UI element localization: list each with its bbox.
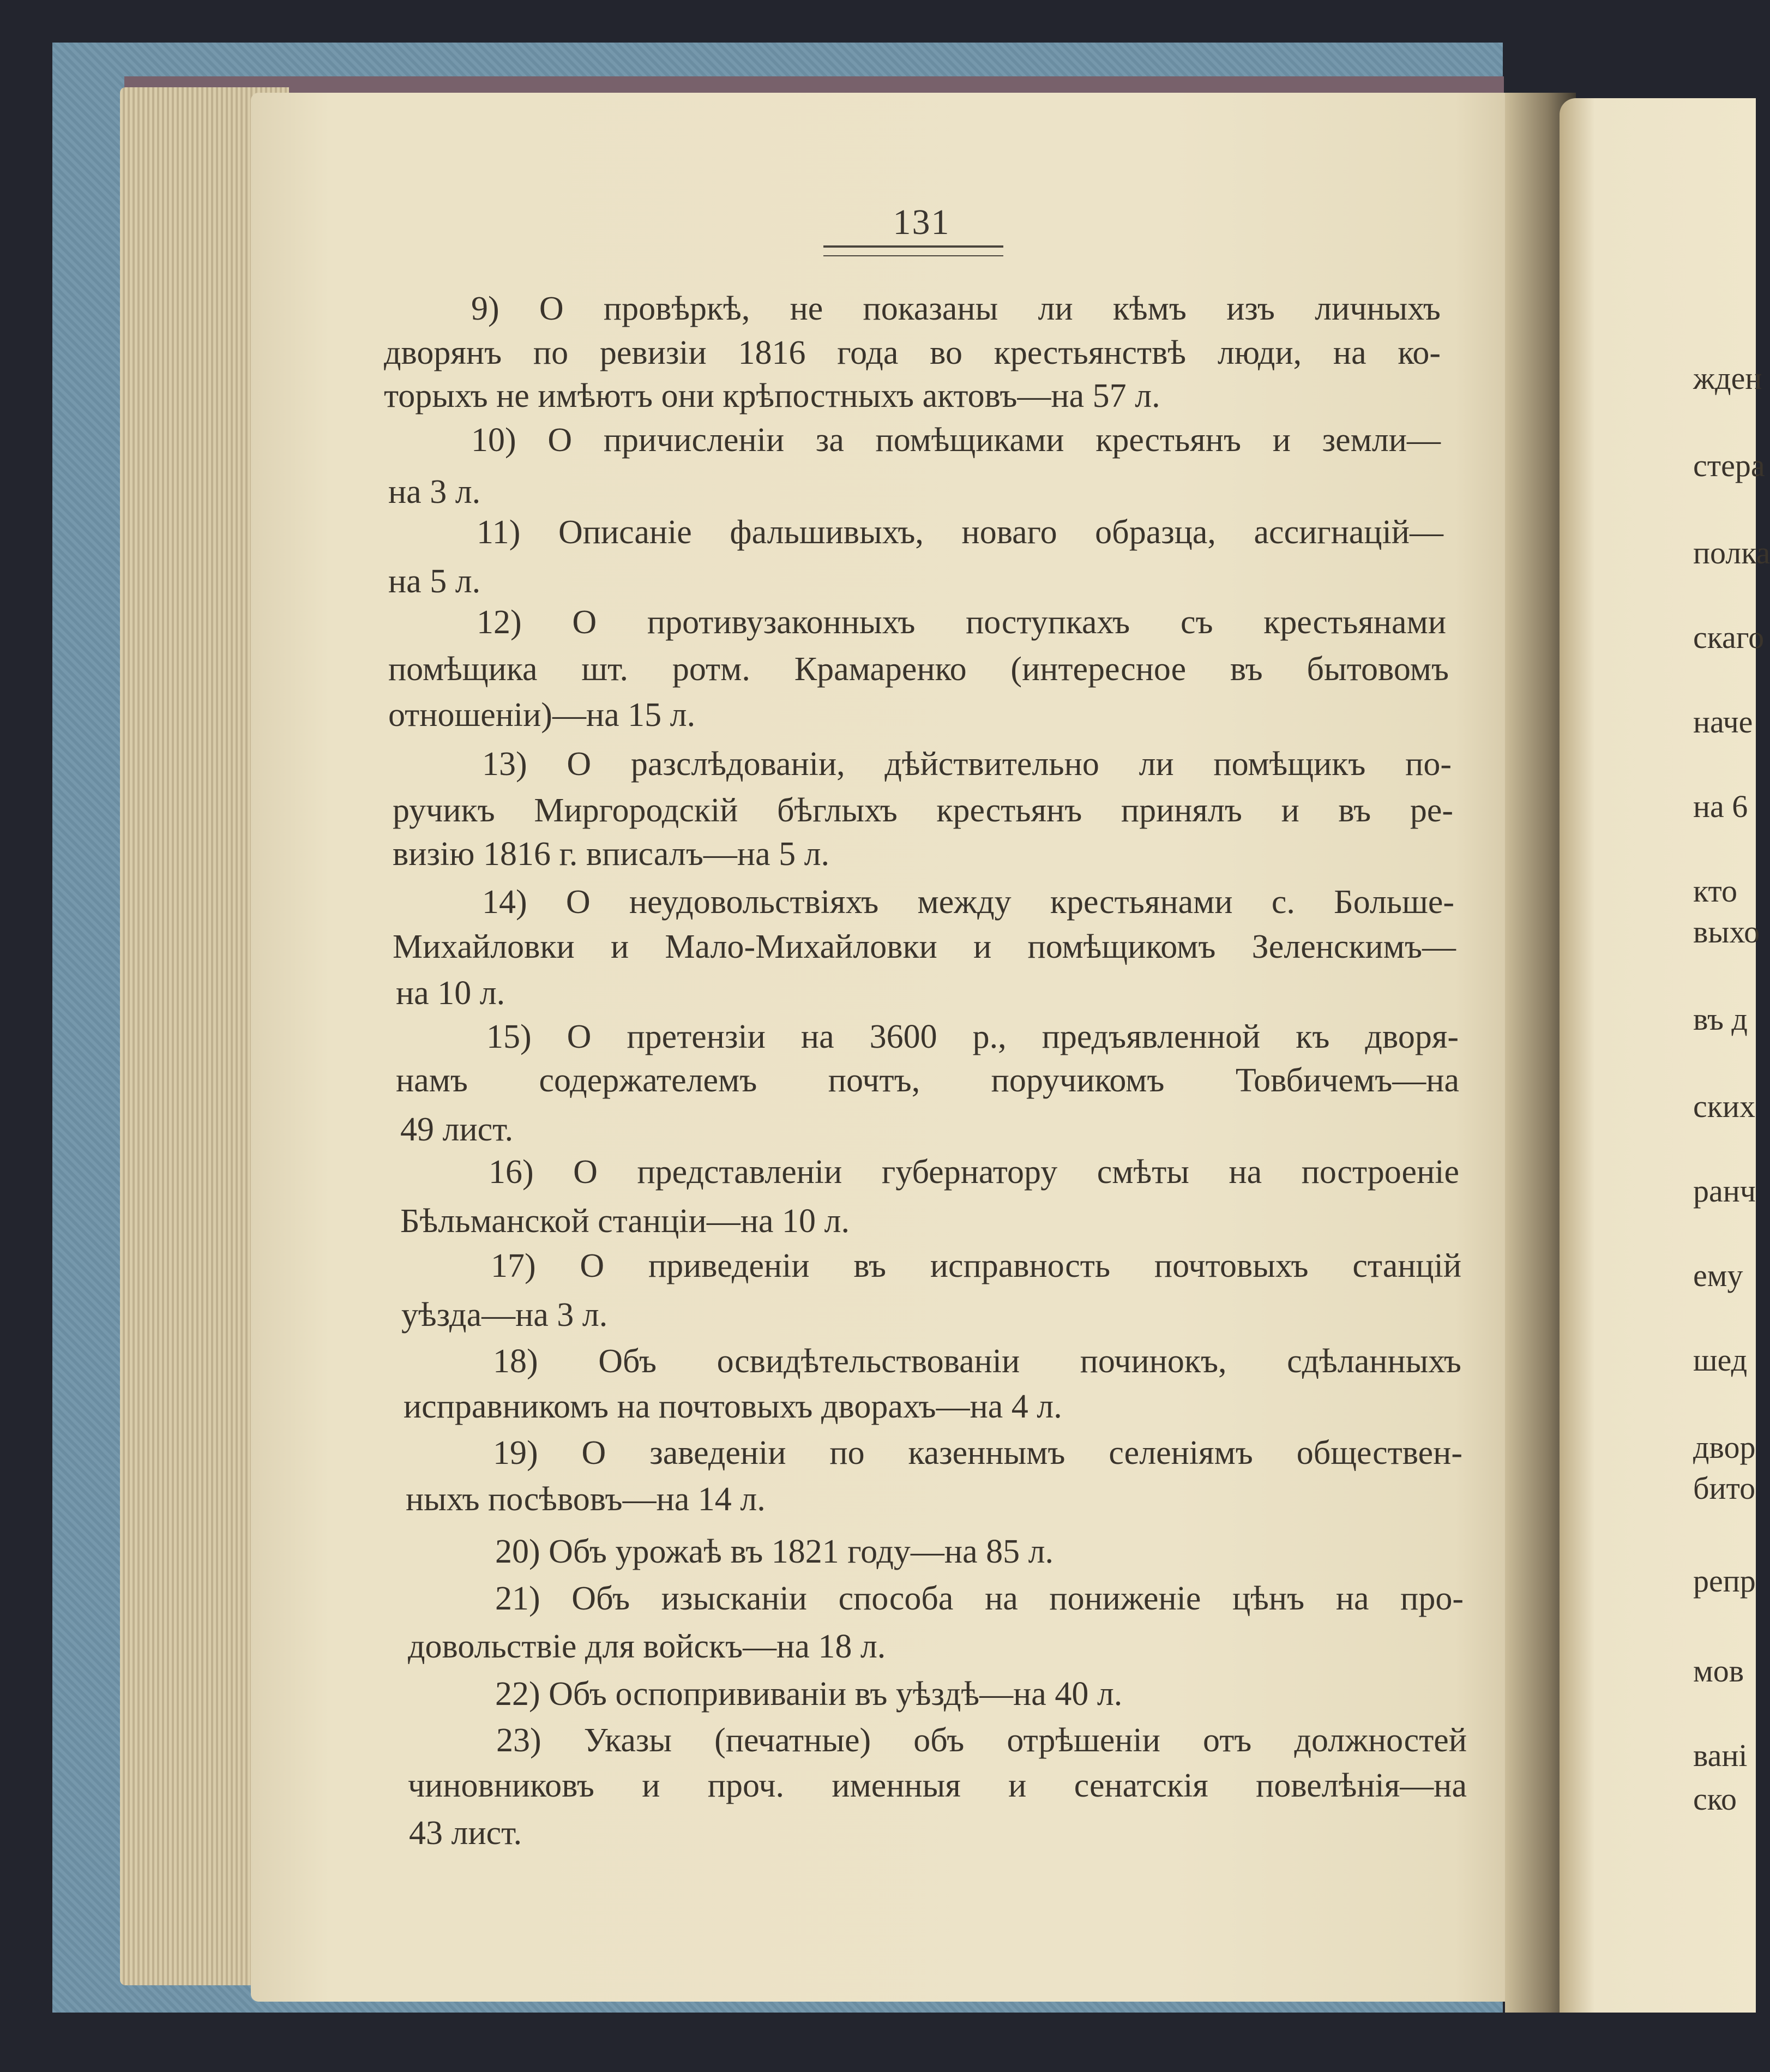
facing-text-fragment: ских (1693, 1089, 1755, 1124)
text-line: помѣщика шт. ротм. Крамаренко (интересное въ бытовомъ (388, 651, 1449, 688)
text-line: 18) Объ освидѣтельствованіи починокъ, сдѣланныхъ (493, 1343, 1461, 1380)
text-line: отношеніи)—на 15 л. (388, 696, 696, 734)
facing-text-fragment: вані (1693, 1738, 1748, 1773)
text-line: намъ содержателемъ почтъ, поручикомъ Товбичемъ—на (396, 1062, 1459, 1099)
facing-text-fragment: на 6 (1693, 789, 1748, 824)
text-line: Михайловки и Мало-Михайловки и помѣщикомъ Зеленскимъ— (393, 928, 1456, 965)
text-line: 21) Объ изысканіи способа на пониженіе цѣнъ на про- (495, 1580, 1464, 1617)
page-number: 131 (893, 202, 950, 242)
facing-text-fragment: скаго (1693, 620, 1765, 655)
text-line: торыхъ не имѣютъ они крѣпостныхъ актовъ—на 57 л. (384, 377, 1160, 415)
facing-text-fragment: наче (1693, 704, 1753, 740)
text-line: 12) О противузаконныхъ поступкахъ съ крестьянами (477, 604, 1446, 641)
facing-text-fragment: стера (1693, 448, 1765, 483)
text-line: уѣзда—на 3 л. (401, 1296, 608, 1334)
facing-text-fragment: выхо (1693, 914, 1760, 950)
text-line: на 10 л. (396, 975, 505, 1012)
text-line: 10) О причисленіи за помѣщиками крестьянъ и земли— (471, 422, 1441, 459)
text-line: 23) Указы (печатные) объ отрѣшеніи отъ должностей (496, 1722, 1467, 1759)
text-line: визію 1816 г. вписалъ—на 5 л. (393, 836, 830, 873)
facing-text-fragment: жден (1693, 361, 1762, 396)
text-line: дворянъ по ревизіи 1816 года во крестьянствѣ люди, на ко- (384, 334, 1441, 371)
facing-text-fragment: ско (1693, 1781, 1737, 1817)
text-line: 13) О разслѣдованіи, дѣйствительно ли помѣщикъ по- (482, 746, 1452, 783)
facing-text-fragment: полка (1693, 535, 1770, 570)
text-line: ручикъ Миргородскій бѣглыхъ крестьянъ принялъ и въ ре- (393, 792, 1453, 829)
page-number-rule (823, 245, 1003, 256)
text-line: чиновниковъ и проч. именныя и сенатскія повелѣнія—на (408, 1767, 1467, 1804)
text-line: на 5 л. (388, 563, 481, 600)
facing-text-fragment: шед (1693, 1342, 1748, 1378)
facing-text-fragment: мов (1693, 1653, 1744, 1689)
text-line: 19) О заведеніи по казеннымъ селеніямъ обществен- (493, 1434, 1462, 1472)
text-line: ныхъ посѣвовъ—на 14 л. (406, 1481, 766, 1518)
text-line: на 3 л. (388, 473, 481, 511)
facing-text-fragment: двор (1693, 1430, 1756, 1465)
facing-text-fragment: ранч (1693, 1173, 1756, 1209)
text-line: 14) О неудовольствіяхъ между крестьянами с. Больше- (482, 884, 1454, 921)
facing-text-fragment: въ д (1693, 1001, 1748, 1037)
facing-text-fragment: ему (1693, 1258, 1743, 1293)
text-line: 9) О провѣркѣ, не показаны ли кѣмъ изъ личныхъ (471, 290, 1441, 327)
text-line: Бѣльманской станціи—на 10 л. (400, 1203, 850, 1240)
text-line: исправникомъ на почтовыхъ дворахъ—на 4 л. (404, 1388, 1062, 1425)
facing-text-fragment: бито (1693, 1470, 1756, 1506)
facing-text-fragment: кто (1693, 873, 1737, 909)
text-line: 49 лист. (400, 1111, 514, 1148)
text-line: 43 лист. (409, 1815, 522, 1852)
facing-text-fragment: репр (1693, 1563, 1756, 1599)
text-line: 17) О приведеніи въ исправность почтовыхъ станцій (491, 1247, 1461, 1284)
text-line: 16) О представленіи губернатору смѣты на построеніе (489, 1154, 1459, 1191)
text-line: 22) Объ оспопрививаніи въ уѣздѣ—на 40 л. (495, 1675, 1123, 1713)
text-line: 15) О претензіи на 3600 р., предъявленной къ дворя- (486, 1018, 1459, 1055)
text-line: довольствіе для войскъ—на 18 л. (408, 1628, 886, 1665)
text-line: 11) Описаніе фальшивыхъ, новаго образца, ассигнацій— (477, 514, 1443, 551)
text-line: 20) Объ урожаѣ въ 1821 году—на 85 л. (495, 1533, 1054, 1570)
